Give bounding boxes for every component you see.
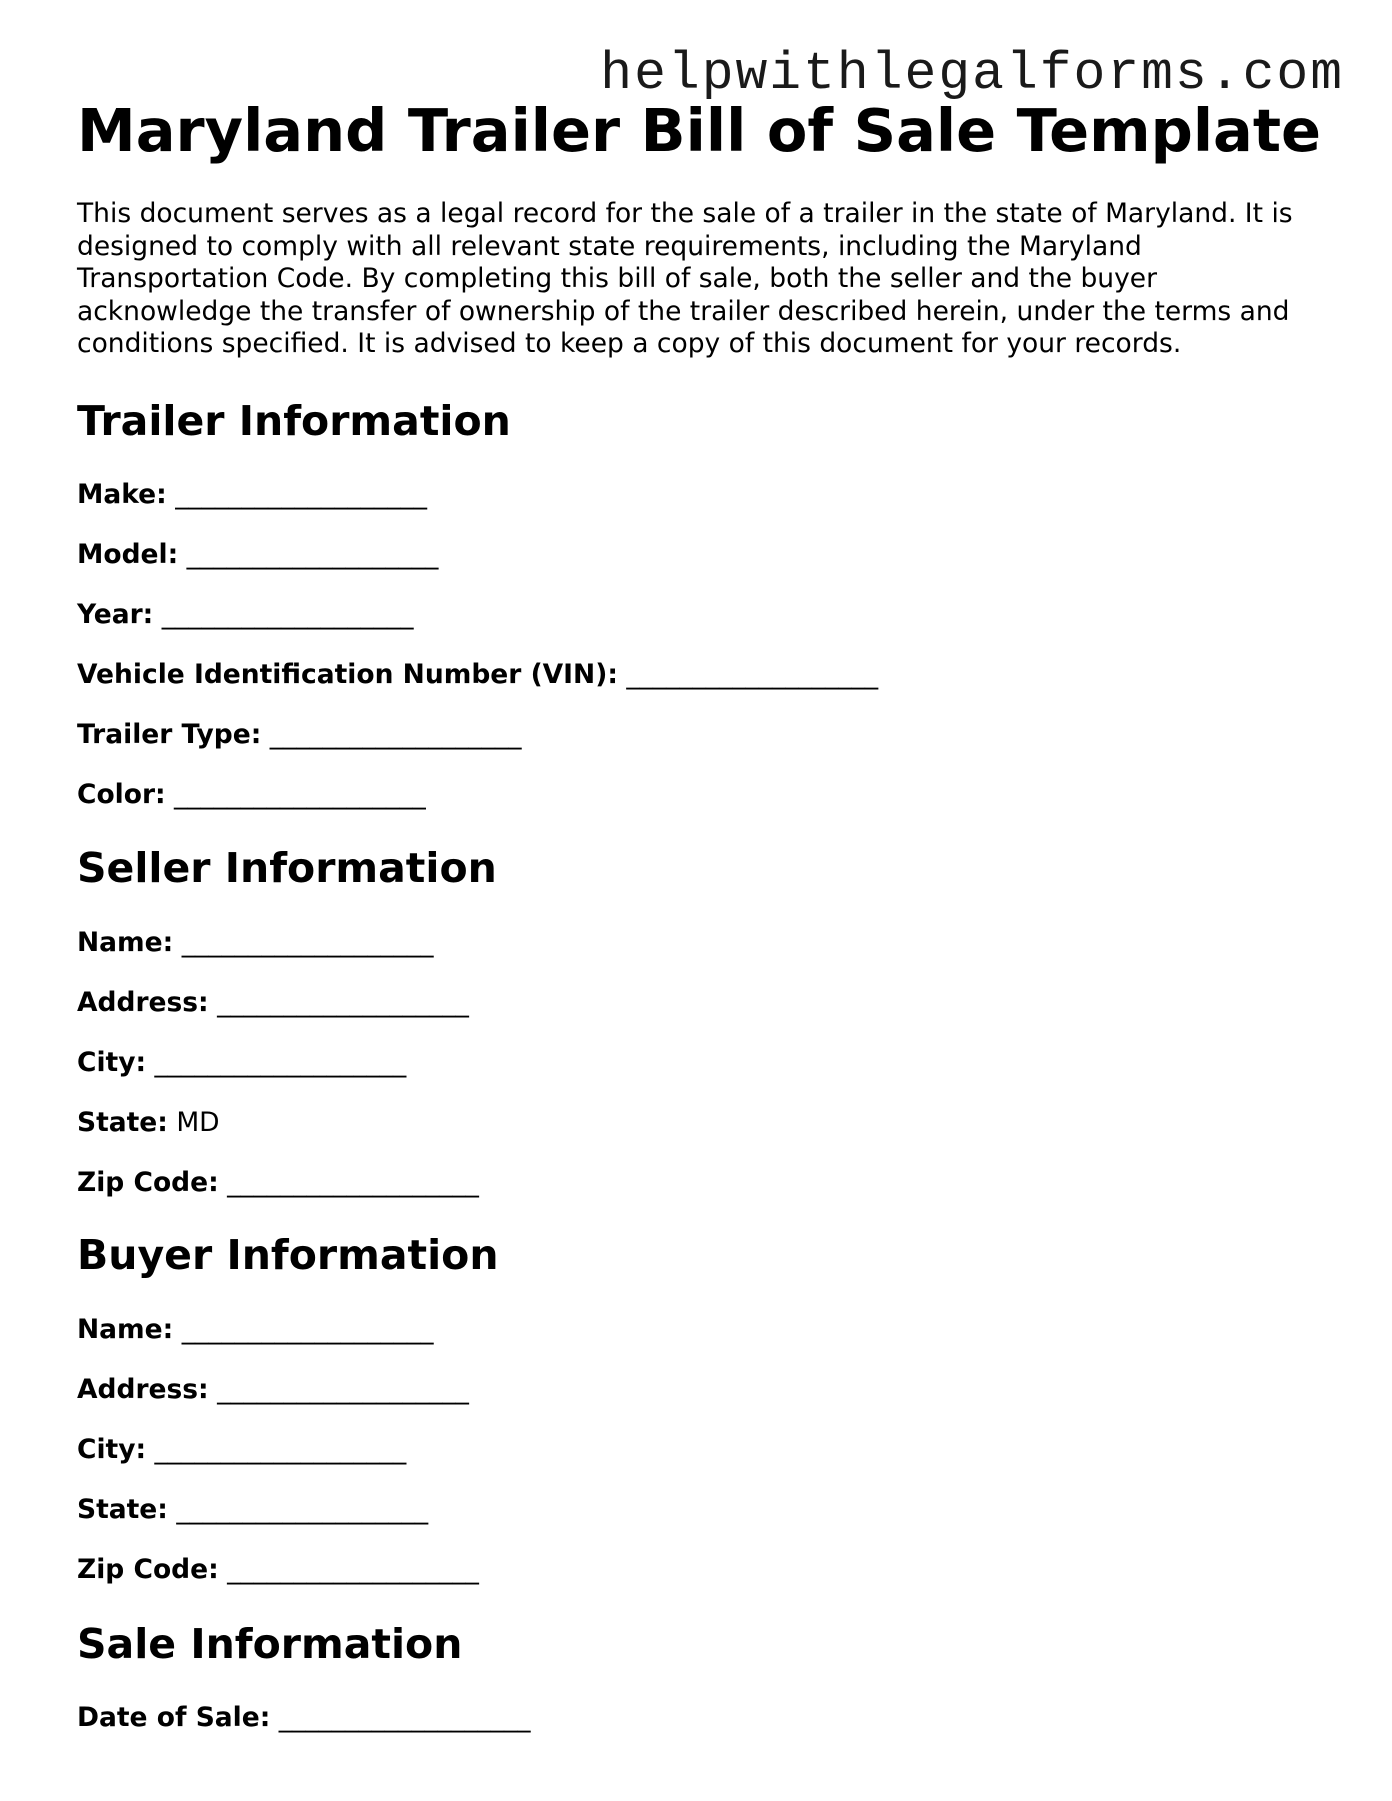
field-label: Trailer Type: xyxy=(77,719,262,750)
blank-line[interactable]: ___________________ xyxy=(217,987,469,1018)
field-trailer-type xyxy=(77,718,521,752)
state-value: MD xyxy=(176,1107,220,1138)
field-seller-zip xyxy=(77,1166,479,1200)
field-date-of-sale xyxy=(77,1701,531,1735)
field-make xyxy=(77,478,427,512)
blank-line[interactable]: ___________________ xyxy=(175,479,427,510)
intro-paragraph: This document serves as a legal record for the sale of a trailer in the state of Maryland. It is designed to comply with all relevant state requirements, including the Maryland Transportation Code. By completing this bill of sale, both the seller and the buyer acknowledge the transfer of ownership of the trailer described herein, under the terms and conditions specified. It is advised to keep a copy of this document for your records. xyxy=(77,198,1293,359)
field-seller-state xyxy=(77,1106,220,1140)
section-heading-trailer: Trailer Information xyxy=(77,397,511,445)
field-label: Vehicle Identification Number (VIN): xyxy=(77,659,618,690)
site-watermark: helpwithlegalforms.com xyxy=(600,44,1344,104)
blank-line[interactable]: ___________________ xyxy=(227,1167,479,1198)
field-buyer-state xyxy=(77,1493,428,1527)
field-label: Zip Code: xyxy=(77,1554,219,1585)
field-label: Model: xyxy=(77,539,179,570)
field-label: Address: xyxy=(77,1374,209,1405)
field-vin xyxy=(77,658,878,692)
field-buyer-address xyxy=(77,1373,469,1407)
field-seller-address xyxy=(77,986,469,1020)
page-title: Maryland Trailer Bill of Sale Template xyxy=(77,96,1322,165)
blank-line[interactable]: ___________________ xyxy=(176,1494,429,1525)
field-label: Make: xyxy=(77,479,167,510)
field-label: Zip Code: xyxy=(77,1167,219,1198)
field-label: Name: xyxy=(77,1314,174,1345)
blank-line[interactable]: ___________________ xyxy=(626,659,879,690)
blank-line[interactable]: ___________________ xyxy=(278,1702,531,1733)
field-label: Color: xyxy=(77,779,166,810)
field-buyer-zip xyxy=(77,1553,479,1587)
blank-line[interactable]: ___________________ xyxy=(186,539,439,570)
field-label: City: xyxy=(77,1047,147,1078)
field-label: Address: xyxy=(77,987,209,1018)
field-seller-city xyxy=(77,1046,406,1080)
section-heading-buyer: Buyer Information xyxy=(77,1231,499,1279)
field-label: State: xyxy=(77,1494,168,1525)
blank-line[interactable]: ___________________ xyxy=(181,1314,434,1345)
section-heading-seller: Seller Information xyxy=(77,844,497,892)
field-seller-name xyxy=(77,926,433,960)
field-label: Date of Sale: xyxy=(77,1702,271,1733)
blank-line[interactable]: ___________________ xyxy=(181,927,434,958)
blank-line[interactable]: ___________________ xyxy=(227,1554,479,1585)
field-color xyxy=(77,778,426,812)
field-buyer-city xyxy=(77,1433,406,1467)
blank-line[interactable]: ___________________ xyxy=(161,599,414,630)
section-heading-sale: Sale Information xyxy=(77,1620,463,1668)
field-label: Year: xyxy=(77,599,154,630)
field-label: State: xyxy=(77,1107,168,1138)
field-year xyxy=(77,598,413,632)
field-label: Name: xyxy=(77,927,174,958)
field-label: City: xyxy=(77,1434,147,1465)
blank-line[interactable]: ___________________ xyxy=(217,1374,469,1405)
blank-line[interactable]: ___________________ xyxy=(154,1434,407,1465)
blank-line[interactable]: ___________________ xyxy=(269,719,522,750)
field-model xyxy=(77,538,438,572)
blank-line[interactable]: ___________________ xyxy=(154,1047,407,1078)
field-buyer-name xyxy=(77,1313,433,1347)
blank-line[interactable]: ___________________ xyxy=(174,779,426,810)
